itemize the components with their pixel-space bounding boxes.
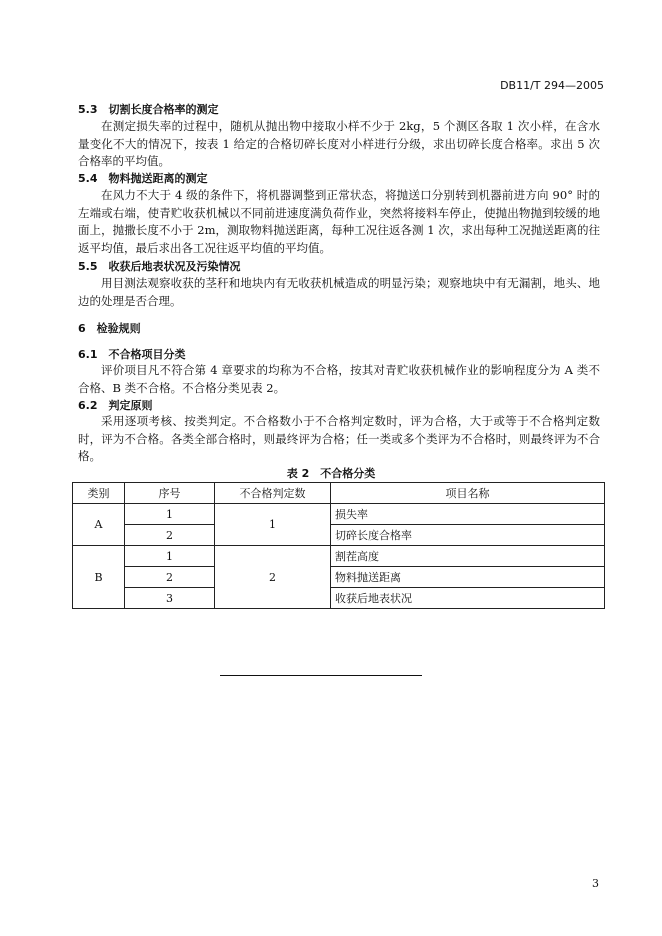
- item-name-cell: 收获后地表状况: [331, 588, 605, 609]
- item-name-cell: 损失率: [331, 504, 605, 525]
- threshold-cell: 1: [215, 504, 331, 546]
- item-name-cell: 物料抛送距离: [331, 567, 605, 588]
- category-cell: B: [73, 546, 125, 609]
- header-number: 序号: [125, 483, 215, 504]
- section-heading-5-5: 5.5 收获后地表状况及污染情况: [78, 260, 241, 273]
- document-code: DB11/T 294—2005: [500, 79, 604, 92]
- threshold-cell: 2: [215, 546, 331, 609]
- table-header-row: [73, 483, 605, 504]
- number-cell: 2: [125, 567, 215, 588]
- header-threshold: 不合格判定数: [215, 483, 331, 504]
- section-heading-5-3: 5.3 切割长度合格率的测定: [78, 103, 219, 116]
- section-text-6-2: 采用逐项考核、按类判定。不合格数小于不合格判定数时，评为合格，大于或等于不合格判定数时，评为不合格。各类全部合格时，则最终评为合格；任一类或多个类评为不合格时，则最终评为不合格。: [78, 414, 600, 463]
- header-category: 类别: [73, 483, 125, 504]
- item-name-cell: 割茬高度: [331, 546, 605, 567]
- page-number: 3: [592, 877, 599, 890]
- category-cell: A: [73, 504, 125, 546]
- table-row: [73, 504, 605, 525]
- nonconformity-table: [72, 482, 605, 609]
- end-rule: [220, 675, 422, 676]
- section-heading-5-4: 5.4 物料抛送距离的测定: [78, 172, 208, 185]
- table-caption: 表 2 不合格分类: [286, 467, 376, 480]
- section-text-6-1: 评价项目凡不符合第 4 章要求的均称为不合格，按其对青贮收获机械作业的影响程度分为 A 类不合格、B 类不合格。不合格分类见表 2。: [78, 363, 600, 395]
- number-cell: 2: [125, 525, 215, 546]
- number-cell: 3: [125, 588, 215, 609]
- header-item-name: 项目名称: [331, 483, 605, 504]
- table-row: [73, 546, 605, 567]
- table-row: [73, 567, 605, 588]
- section-heading-6-2: 6.2 判定原则: [78, 399, 153, 412]
- number-cell: 1: [125, 504, 215, 525]
- section-heading-6: 6 检验规则: [78, 322, 141, 335]
- table-row: [73, 525, 605, 546]
- section-heading-6-1: 6.1 不合格项目分类: [78, 348, 186, 361]
- table-row: [73, 588, 605, 609]
- section-text-5-4: 在风力不大于 4 级的条件下，将机器调整到正常状态，将抛送口分别转到机器前进方向 90° 时的左端或右端，使青贮收获机械以不同前进速度满负荷作业，突然将接料车停止，使抛出物抛到较缓的地面上，抛撒长度不小于 2m，测取物料抛送距离，每种工况往返各测 1 次，求出每种工况抛送距离的往返平均值，最后求出各工况往返平均值的平均值。: [78, 188, 600, 255]
- section-text-5-3: 在测定损失率的过程中，随机从抛出物中接取小样不少于 2kg，5 个测区各取 1 次小样，在含水量变化不大的情况下，按表 1 给定的合格切碎长度对小样进行分级，求出切碎长度合格率。求出 5 次合格率的平均值。: [78, 119, 600, 168]
- section-text-5-5: 用目测法观察收获的茎秆和地块内有无收获机械造成的明显污染；观察地块中有无漏割，地头、地边的处理是否合理。: [78, 276, 600, 308]
- item-name-cell: 切碎长度合格率: [331, 525, 605, 546]
- number-cell: 1: [125, 546, 215, 567]
